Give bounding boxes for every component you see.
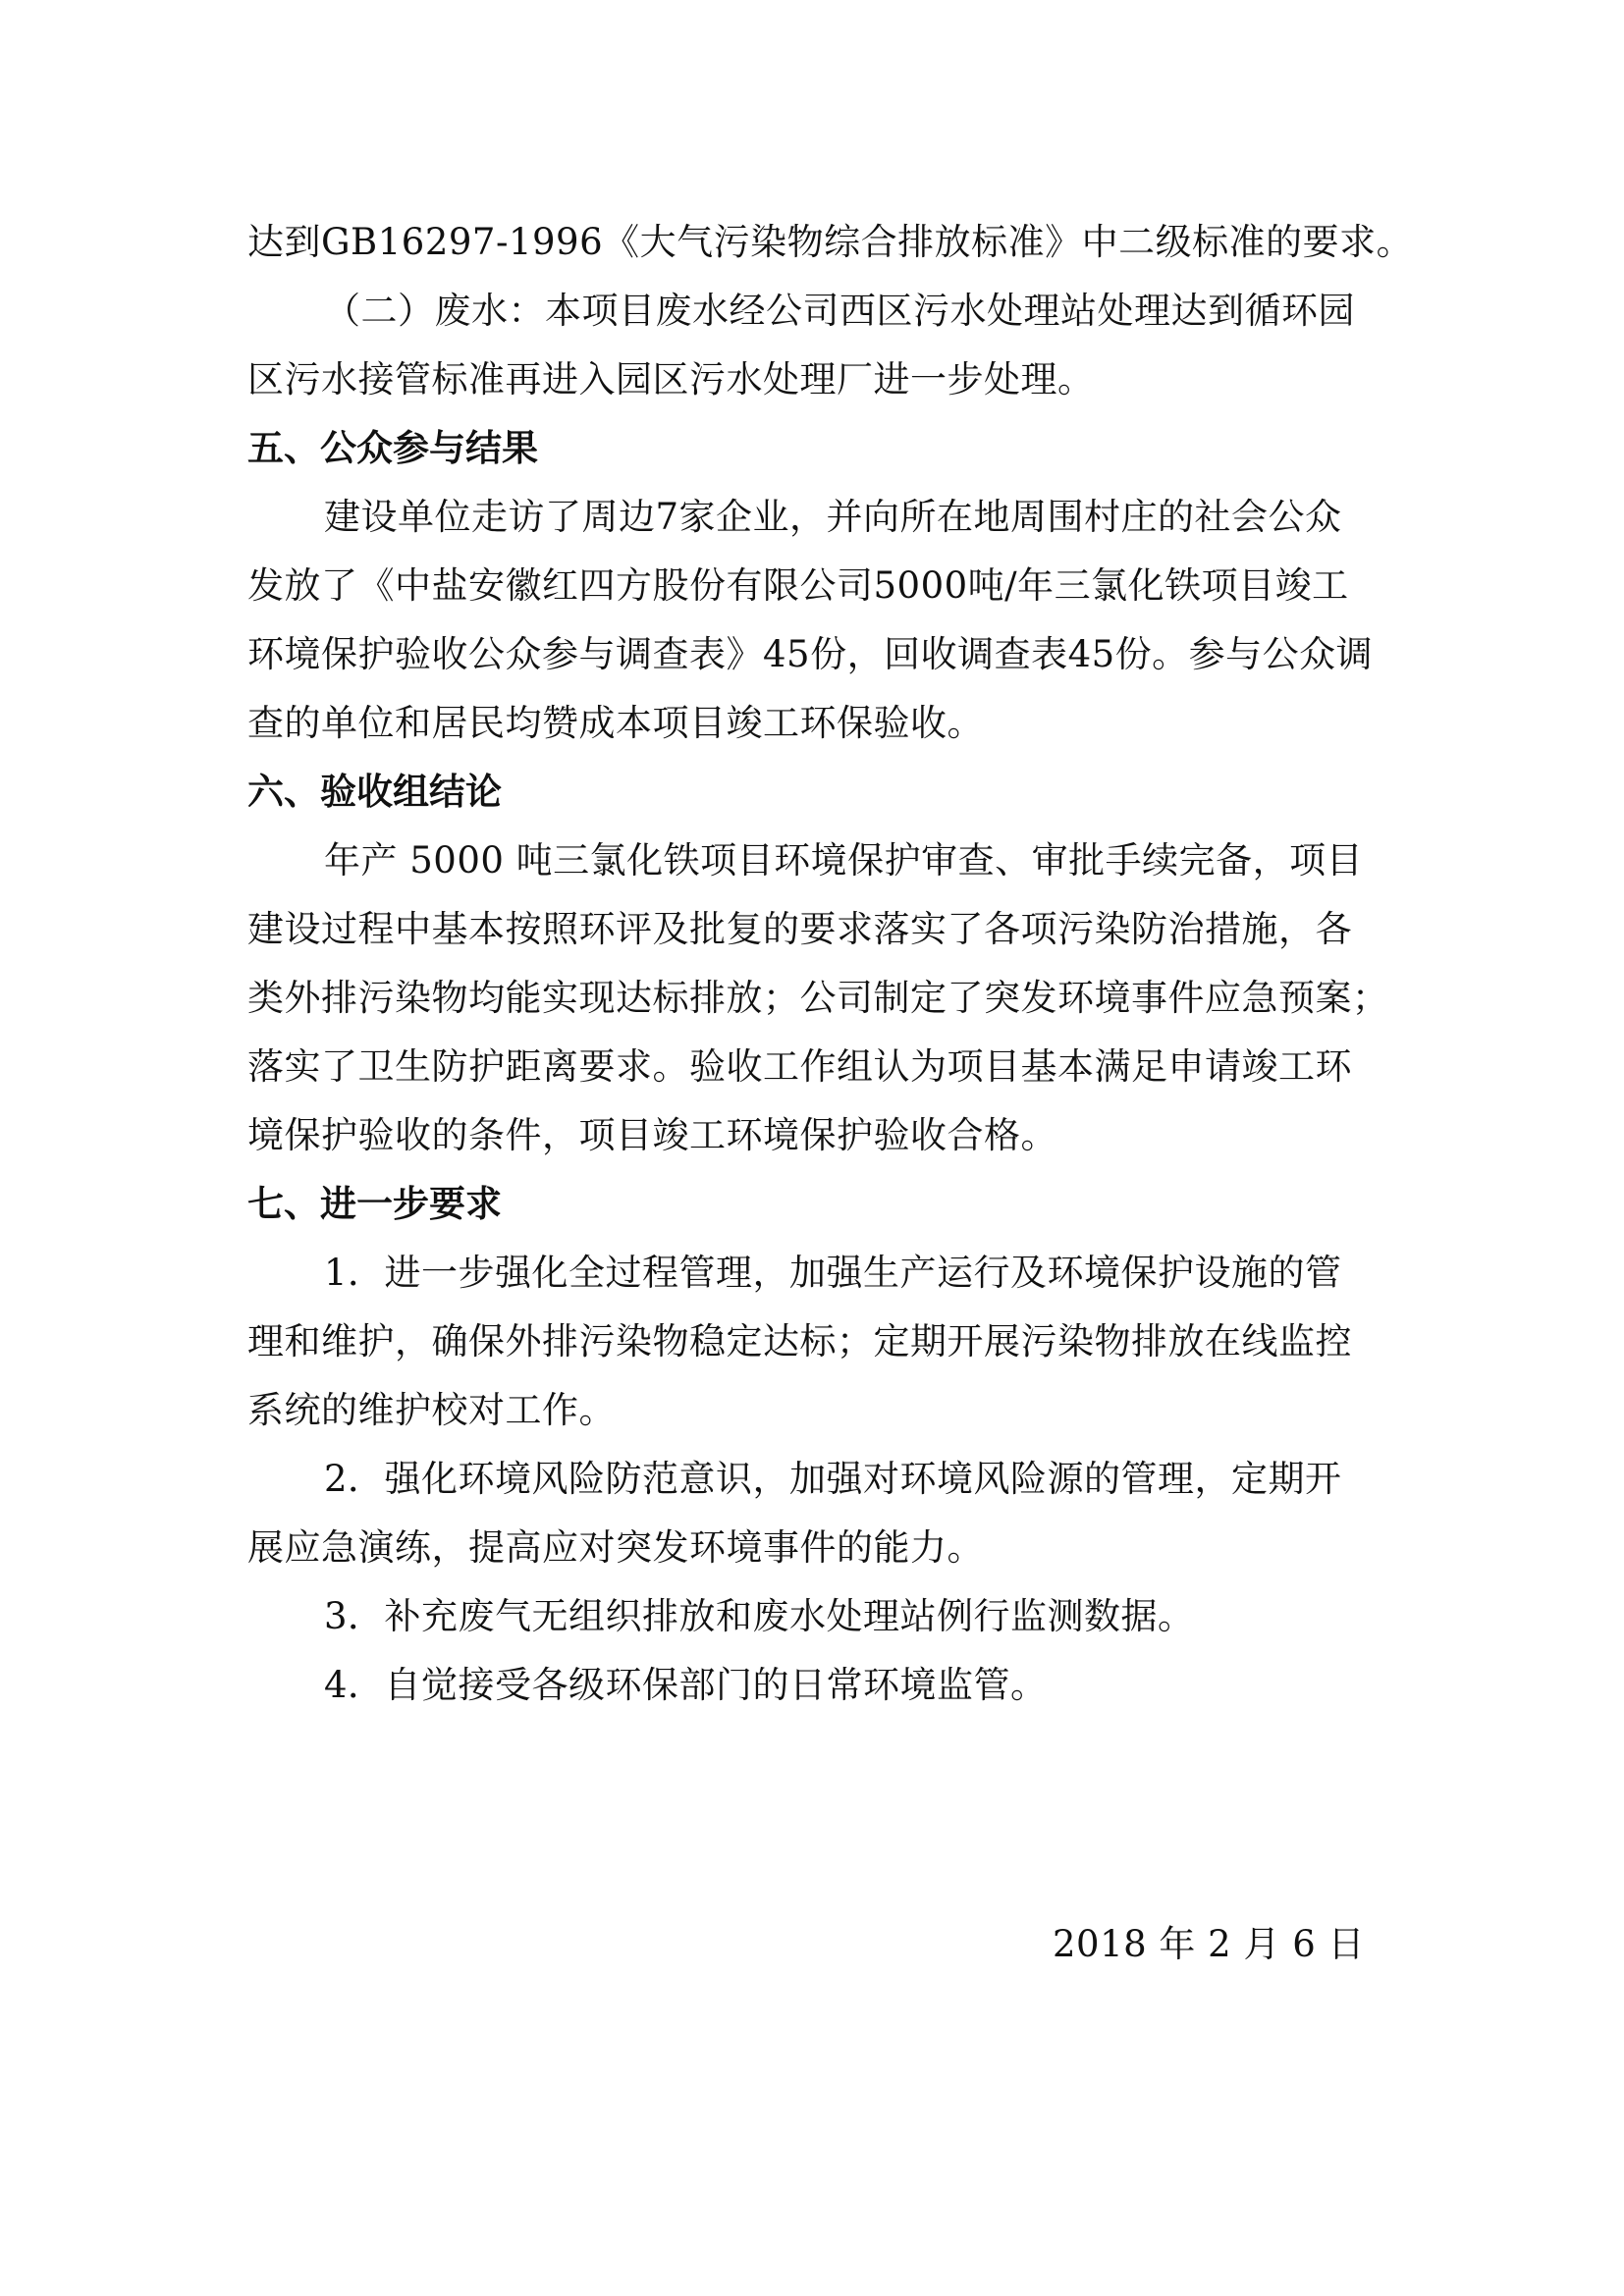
paragraph-line: 建设单位走访了周边7家企业，并向所在地周围村庄的社会公众 <box>324 496 1342 538</box>
paragraph-line: 1．进一步强化全过程管理，加强生产运行及环境保护设施的管 <box>324 1252 1342 1294</box>
paragraph-line: 年产 5000 吨三氯化铁项目环境保护审查、审批手续完备，项目 <box>324 839 1364 881</box>
document-date: 2018 年 2 月 6 日 <box>1053 1923 1366 1965</box>
paragraph-line: 4．自觉接受各级环保部门的日常环境监管。 <box>324 1664 1048 1706</box>
paragraph-line: 落实了卫生防护距离要求。验收工作组认为项目基本满足申请竣工环 <box>247 1045 1352 1088</box>
list-item <box>247 1239 1386 1445</box>
paragraph-line: 理和维护，确保外排污染物稳定达标；定期开展污染物排放在线监控 <box>247 1320 1352 1362</box>
paragraph-line: 境保护验收的条件，项目竣工环境保护验收合格。 <box>247 1114 1057 1156</box>
list-item <box>247 1582 1386 1651</box>
paragraph-line: 区污水接管标准再进入园区污水处理厂进一步处理。 <box>247 358 1095 400</box>
document-body <box>247 208 1414 1720</box>
list-item <box>247 1445 1386 1582</box>
paragraph-line: 2．强化环境风险防范意识，加强对环境风险源的管理，定期开 <box>324 1458 1342 1500</box>
paragraph-line: 类外排污染物均能实现达标排放；公司制定了突发环境事件应急预案； <box>247 977 1389 1019</box>
paragraph-line: 达到GB16297-1996《大气污染物综合排放标准》中二级标准的要求。 <box>247 221 1414 263</box>
section-heading-further-requirements: 七、进一步要求 <box>247 1183 502 1225</box>
paragraph-line: （二）废水：本项目废水经公司西区污水处理站处理达到循环园 <box>324 290 1355 332</box>
paragraph-line: 建设过程中基本按照环评及批复的要求落实了各项污染防治措施，各 <box>247 908 1352 950</box>
list-item <box>247 1651 1386 1720</box>
paragraph-line: 查的单位和居民均赞成本项目竣工环保验收。 <box>247 702 984 744</box>
paragraph-line: 展应急演练，提高应对突发环境事件的能力。 <box>247 1526 984 1569</box>
paragraph-line: 发放了《中盐安徽红四方股份有限公司5000吨/年三氯化铁项目竣工 <box>247 564 1349 607</box>
section-heading-public-participation: 五、公众参与结果 <box>247 427 538 469</box>
paragraph-line: 环境保护验收公众参与调查表》45份，回收调查表45份。参与公众调 <box>247 633 1374 675</box>
paragraph-line: 系统的维护校对工作。 <box>247 1389 616 1431</box>
paragraph-line: 3．补充废气无组织排放和废水处理站例行监测数据。 <box>324 1595 1195 1637</box>
section-heading-conclusion: 六、验收组结论 <box>247 771 502 813</box>
